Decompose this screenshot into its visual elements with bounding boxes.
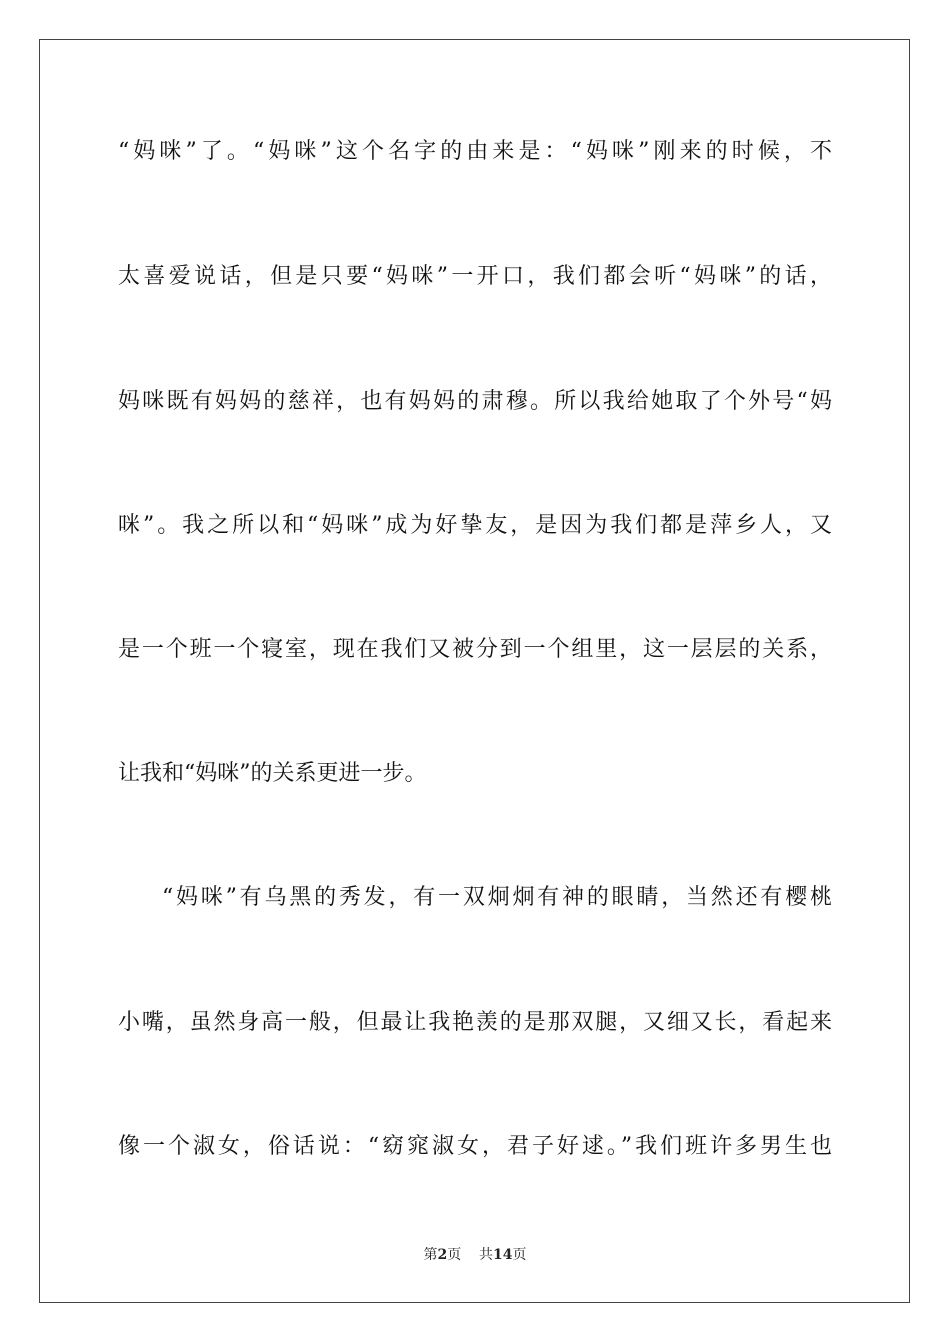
- footer-page-mid: 页 共: [447, 1247, 494, 1263]
- footer-page-suffix: 页: [512, 1247, 527, 1263]
- text-line: “妈咪”了。“妈咪”这个名字的由来是：“妈咪”刚来的时候，不: [118, 139, 832, 164]
- page-footer: [0, 1245, 950, 1265]
- text-line: 太喜爱说话，但是只要“妈咪”一开口，我们都会听“妈咪”的话，: [118, 264, 832, 289]
- page-border: [39, 39, 910, 1303]
- text-line: 妈咪既有妈妈的慈祥，也有妈妈的肃穆。所以我给她取了个外号“妈: [118, 389, 832, 414]
- footer-page-prefix: 第: [423, 1247, 438, 1263]
- footer-page-current: 2: [437, 1247, 448, 1263]
- text-line: 像一个淑女，俗话说：“窈窕淑女，君子好逑。”我们班许多男生也: [118, 1134, 832, 1159]
- text-line: 是一个班一个寝室，现在我们又被分到一个组里，这一层层的关系，: [118, 637, 832, 662]
- footer-page-total: 14: [493, 1247, 513, 1263]
- text-line: 让我和“妈咪”的关系更进一步。: [118, 761, 427, 786]
- paragraph-first-line: “妈咪”有乌黑的秀发，有一双炯炯有神的眼睛，当然还有樱桃: [162, 885, 832, 910]
- text-line: 咪”。我之所以和“妈咪”成为好挚友，是因为我们都是萍乡人，又: [118, 513, 832, 538]
- text-line: 小嘴，虽然身高一般，但最让我艳羡的是那双腿，又细又长，看起来: [118, 1010, 832, 1035]
